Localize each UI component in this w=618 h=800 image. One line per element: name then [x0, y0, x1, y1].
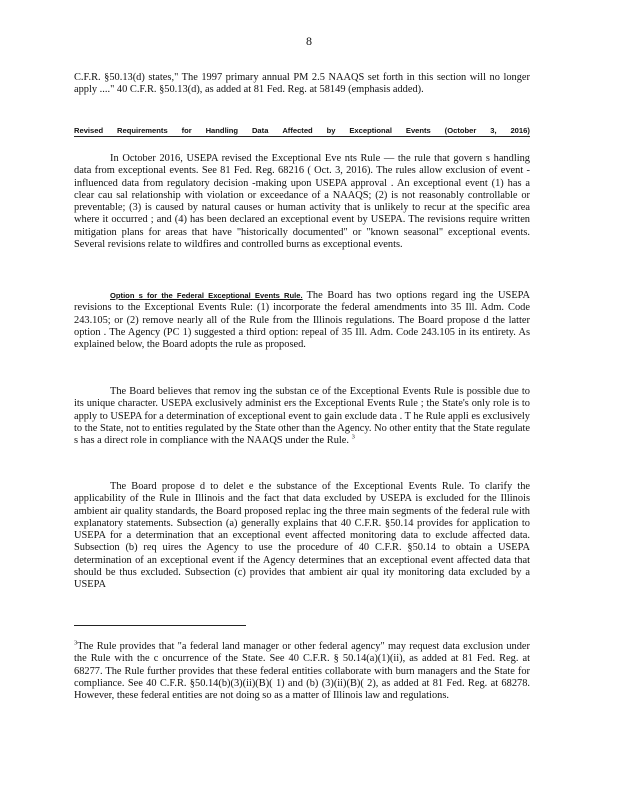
section-heading — [74, 126, 530, 137]
options-body: The Board has two options regard ing the USEPA revisions to the Exceptional Events Rule: (1) incorporate the federal amendments into 35 Ill. Adm. Code 243.105; or (2) remove nearly all of the Rule from the Illinois regulations. The Board propose d the latter option . The Agency (PC 1) suggested a third option: repeal of 35 Ill. Adm. Code 243.105 in its entirety. As explained below, the Board adopts the rule as proposed. — [74, 290, 530, 351]
footnote-separator — [74, 625, 246, 626]
heading-word: (October — [444, 126, 477, 135]
paragraph-board-proposed: The Board propose d to delet e the substance of the Exceptional Events Rule. To clarify the applicability of the Rule in Illinois and the fact that data excluded by USEPA is excluded for the Illinois ambient air quality standards, the Board proposed replac ing the three main segments of the federal rule with explanatory statements. Subsection (a) generally explains that 40 C.F.R. §50.14 provides for application to USEPA for a determination that an exceptional event affected monitoring data to exclude affected data. Subsection (b) req uires the Agency to use the procedure of 40 C.F.R. §50.14 to obtain a USEPA determination of an exceptional event if the Agency determines that an exceptional event affected data that should be thus excluded. Subsection (c) provides that ambient air qual ity monitoring data excluded by a USEPA — [74, 481, 530, 591]
heading-word: Revised — [74, 126, 104, 135]
paragraph-options — [74, 290, 530, 351]
footnote-marker: 3 — [74, 639, 78, 647]
heading-word: Events — [405, 126, 431, 135]
footnote-text: The Rule provides that "a federal land manager or other federal agency" may request data exclusion under the Rule with the c oncurrence of the State. See 40 C.F.R. § 50.14(a)(1)(ii), as added at 81 Fed. Reg. at 68277. The Rule further provides that these federal entities collaborate with burn managers and the State for compliance. See 40 C.F.R. §50.14(b)(3)(ii)(B)( 1) and (b) (3)(ii)(B)( 2), as added at 81 Fed. Reg. at 68278. However, these federal entities are not doing so as a matter of Illinois law and regulations. — [74, 641, 530, 702]
heading-word: for — [181, 126, 192, 135]
footnote-reference: 3 — [351, 433, 355, 441]
heading-word: Handling — [205, 126, 239, 135]
paragraph-october-2016-revision: In October 2016, USEPA revised the Exceptional Eve nts Rule — the rule that govern s handling data from exceptional events. See 81 Fed. Reg. 68216 ( Oct. 3, 2016). The rules allow exclusion of event -influenced data from regulatory decision -making upon USEPA approval . An exceptional event (1) has a clear cau sal relationship with violation or exceedance of a NAAQS; (2) is not reasonably controllable or preventable; (3) is caused by natural causes or human activity that is unlikely to recur at the specific area where it occurred ; and (4) has been declared an exceptional event by USEPA. The revisions require written mitigation plans for areas that have "historically documented" or "known seasonal" exceptional events. Several revisions relate to wildfires and controlled burns as exceptional events. — [74, 153, 530, 251]
heading-word: Exceptional — [349, 126, 392, 135]
footnote — [74, 641, 530, 702]
paragraph-board-believes — [74, 386, 530, 447]
heading-word: by — [326, 126, 336, 135]
heading-word: Requirements — [117, 126, 168, 135]
heading-word: Affected — [282, 126, 313, 135]
board-believes-body: The Board believes that remov ing the substan ce of the Exceptional Events Rule is possible due to its unique character. USEPA exclusively administ ers the Exceptional Events Rule ; the State's only role is to apply to USEPA for a determination of exceptional event to gain exclude data . T he Rule appli es exclusively to the State, not to entities regulated by the State other than the Agency. No other entity that the State regulate s has a direct role in compliance with the NAAQS under the Rule. — [74, 386, 530, 447]
heading-word: 3, — [490, 126, 497, 135]
page-number: 8 — [306, 34, 312, 48]
paragraph-citation-continuation: C.F.R. §50.13(d) states," The 1997 primary annual PM 2.5 NAAQS set forth in this section will no longer apply ...." 40 C.F.R. §50.13(d), as added at 81 Fed. Reg. at 58149 (emphasis added). — [74, 72, 530, 96]
heading-word: Data — [251, 126, 269, 135]
heading-word: 2016) — [510, 126, 530, 135]
options-subheading: Option s for the Federal Exceptional Events Rule. — [110, 291, 303, 300]
